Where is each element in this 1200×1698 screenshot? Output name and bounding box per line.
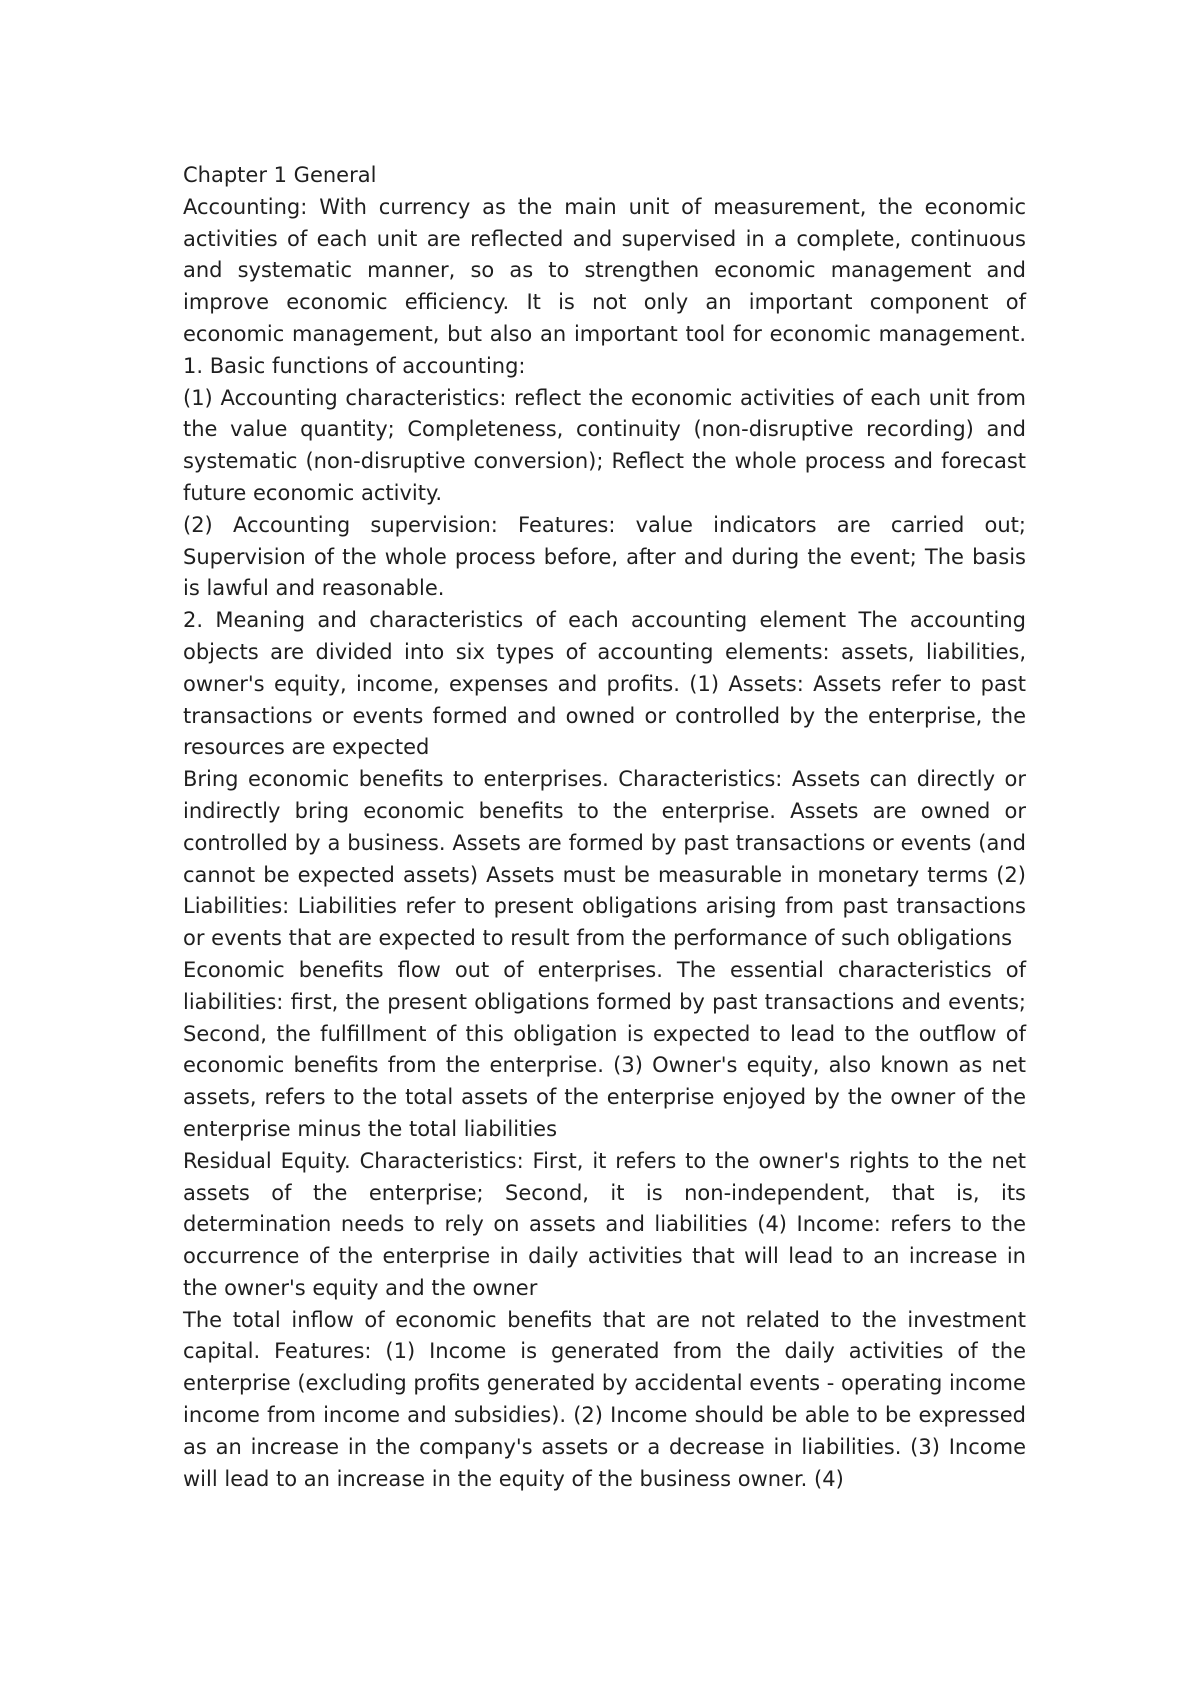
paragraph-income-features: The total inflow of economic benefits that are not related to the investment capital. Features: (1) Income is generated from the daily activities of the enterprise (excluding profits generated by accidental events - operating income: [183, 1307, 1026, 1396]
paragraph-accounting-characteristics: (1) Accounting characteristics: reflect the economic activities of each unit from the value quantity; Completeness, continuity (non-disruptive recording) and systematic (non-disruptive conversion); Reflect the whole process and forecast future economic activity.: [183, 385, 1026, 505]
paragraph-accounting-elements: 2. Meaning and characteristics of each accounting element The accounting objects are divided into six types of accounting elements: assets, liabilities, owner's equity, income, expenses and profits. (1) Assets: Assets refer to past transactions or events formed and owned or controlled by the enterprise, the resources are expected: [183, 608, 1026, 760]
chapter-title: Chapter 1 General: [183, 163, 377, 187]
paragraph-accounting-supervision: (2) Accounting supervision: Features: value indicators are carried out; Supervision of the whole process before, after and during the event; The basis is lawful and reasonable.: [183, 512, 1026, 601]
document-body: [183, 160, 1026, 1495]
paragraph-residual-equity-income: Residual Equity. Characteristics: First, it refers to the owner's rights to the net assets of the enterprise; Second, it is non-independent, that is, its determination needs to rely on assets and liabilities (4) Income: refers to the occurrence of the enterprise in daily activities that will lead to an increase in the owner's equity and the owner: [183, 1148, 1026, 1300]
paragraph-assets-liabilities: Bring economic benefits to enterprises. Characteristics: Assets can directly or indirectly bring economic benefits to the enterprise. Assets are owned or controlled by a business. Assets are formed by past transactions or events (and cannot be expected assets) Assets must be measurable in monetary terms (2) Liabilities: Liabilities refer to present obligations arising from past transactions or events that are expected to result from the performance of such obligations: [183, 767, 1026, 951]
paragraph-accounting-definition: Accounting: With currency as the main unit of measurement, the economic activities of each unit are reflected and supervised in a complete, continuous and systematic manner, so as to strengthen economic management and improve economic efficiency. It is not only an important component of economic management, but also an important tool for economic management. 1. Basic functions of accounting:: [183, 194, 1026, 378]
paragraph-owners-equity: Economic benefits flow out of enterprises. The essential characteristics of liabilities: first, the present obligations formed by past transactions and events; Second, the fulfillment of this obligation is expected to lead to the outflow of economic benefits from the enterprise. (3) Owner's equity, also known as net assets, refers to the total assets of the enterprise enjoyed by the owner of the enterprise minus the total liabilities: [183, 957, 1026, 1141]
paragraph-income-features-continued: income from income and subsidies). (2) Income should be able to be expressed as an increase in the company's assets or a decrease in liabilities. (3) Income will lead to an increase in the equity of the business owner. (4): [183, 1403, 1026, 1491]
